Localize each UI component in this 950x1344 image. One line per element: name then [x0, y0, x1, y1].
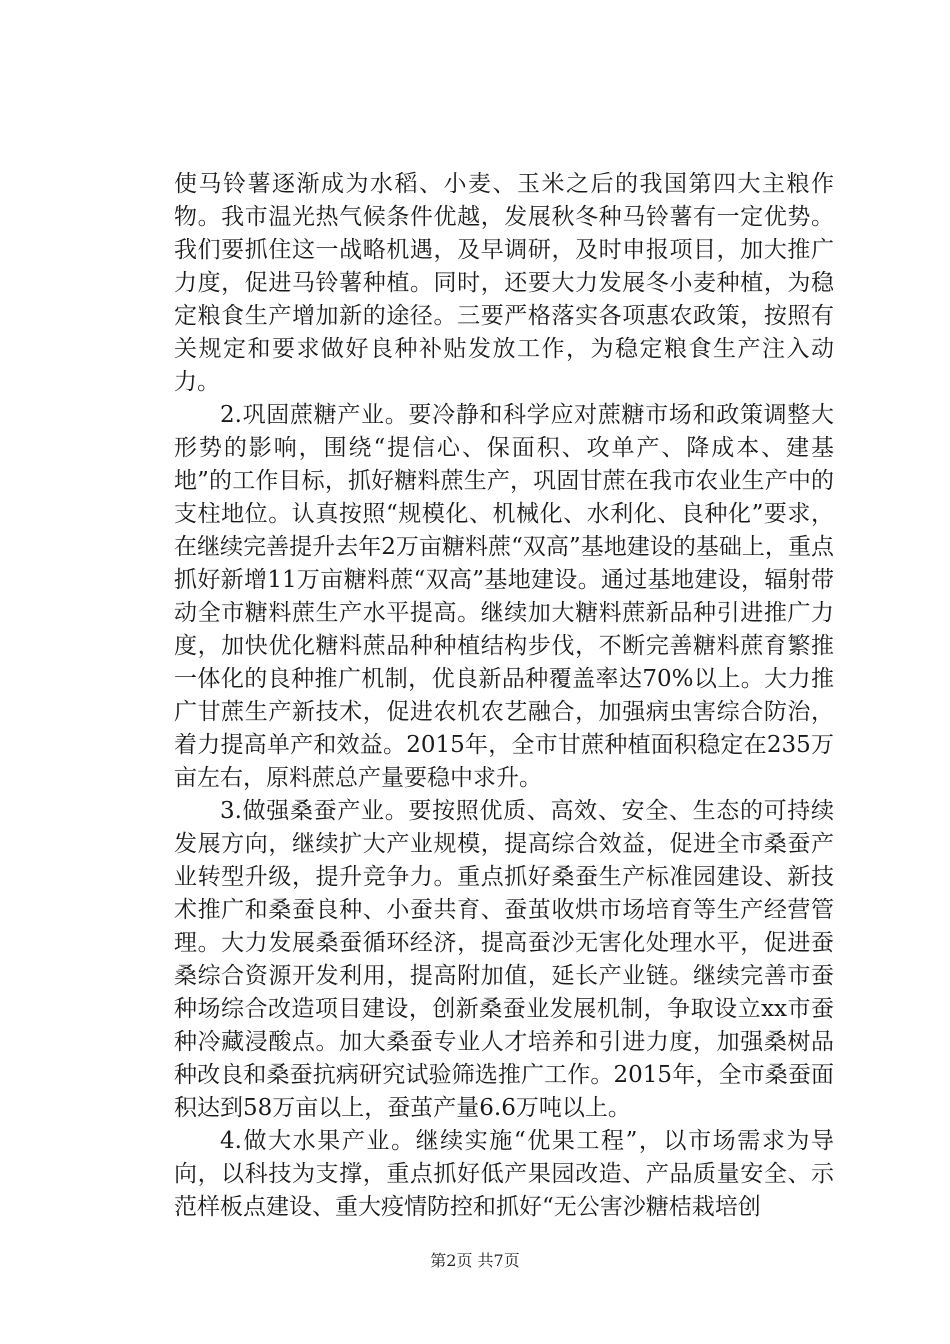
paragraph-potato: 使马铃薯逐渐成为水稻、小麦、玉米之后的我国第四大主粮作物。我市温光热气候条件优越，发展秋冬种马铃薯有一定优势。我们要抓住这一战略机遇，及早调研，及时申报项目，加大推广力度，促进马铃薯种植。同时，还要大力发展冬小麦种植，为稳定粮食生产增加新的途径。三要严格落实各项惠农政策，按照有关规定和要求做好良种补贴发放工作，为稳定粮食生产注入动力。: [174, 171, 834, 395]
page-footer: 第2页 共7页: [430, 1251, 520, 1270]
paragraph-sericulture: 3.做强桑蚕产业。要按照优质、高效、安全、生态的可持续发展方向，继续扩大产业规模，提高综合效益，促进全市桑蚕产业转型升级，提升竞争力。重点抓好桑蚕生产标准园建设、新技术推广和桑蚕良种、小蚕共育、蚕茧收烘市场培育等生产经营管理。大力发展桑蚕循环经济，提高蚕沙无害化处理水平，促进蚕桑综合资源开发利用，提高附加值，延长产业链。继续完善市蚕种场综合改造项目建设，创新桑蚕业发展机制，争取设立xx市蚕种冷藏浸酸点。加大桑蚕专业人才培养和引进力度，加强桑树品种改良和桑蚕抗病研究试验筛选推广工作。2015年，全市桑蚕面积达到58万亩以上，蚕茧产量6.6万吨以上。: [174, 798, 834, 1121]
document-body: [174, 168, 834, 1224]
paragraph-fruit: 4.做大水果产业。继续实施“优果工程”，以市场需求为导向，以科技为支撑，重点抓好低产果园改造、产品质量安全、示范样板点建设、重大疫情防控和抓好“无公害沙糖桔栽培创: [174, 1128, 834, 1220]
paragraph-sugarcane: 2.巩固蔗糖产业。要冷静和科学应对蔗糖市场和政策调整大形势的影响，围绕“提信心、保面积、攻单产、降成本、建基地”的工作目标，抓好糖料蔗生产，巩固甘蔗在我市农业生产中的支柱地位。认真按照“规模化、机械化、水利化、良种化”要求，在继续完善提升去年2万亩糖料蔗“双高”基地建设的基础上，重点抓好新增11万亩糖料蔗“双高”基地建设。通过基地建设，辐射带动全市糖料蔗生产水平提高。继续加大糖料蔗新品种引进推广力度，加快优化糖料蔗品种种植结构步伐，不断完善糖料蔗育繁推一体化的良种推广机制，优良新品种覆盖率达70%以上。大力推广甘蔗生产新技术，促进农机农艺融合，加强病虫害综合防治，着力提高单产和效益。2015年，全市甘蔗种植面积稳定在235万亩左右，原料蔗总产量要稳中求升。: [174, 402, 834, 791]
